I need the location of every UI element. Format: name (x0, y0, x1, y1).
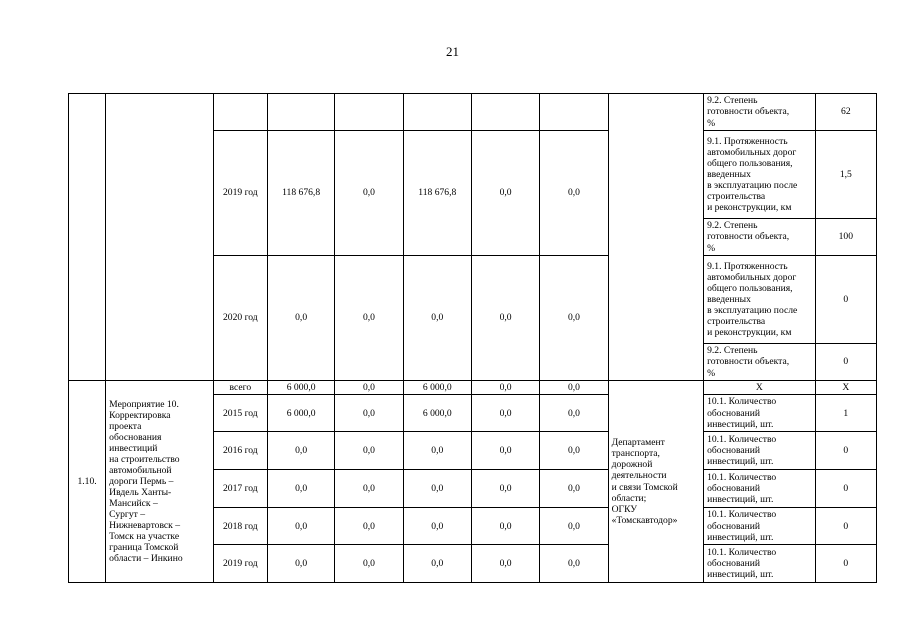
table-row (69, 94, 877, 131)
amount-cell: 118 676,8 (267, 131, 334, 256)
executor-cell (608, 94, 703, 381)
year-cell: всего (213, 381, 267, 395)
program-table (68, 93, 877, 583)
executor-cell: Департамент транспорта, дорожной деятельности и связи Томской области; ОГКУ «Томскавтодор» (608, 381, 703, 583)
amount-cell: 0,0 (540, 508, 608, 545)
amount-cell: 0,0 (471, 545, 539, 583)
amount-cell (403, 94, 471, 131)
amount-cell: 0,0 (267, 256, 334, 381)
amount-cell: 0,0 (267, 470, 334, 508)
year-cell: 2019 год (213, 131, 267, 256)
amount-cell: 0,0 (403, 256, 471, 381)
amount-cell: 6 000,0 (403, 395, 471, 432)
amount-cell (540, 94, 608, 131)
measure-name-cell: Мероприятие 10. Корректировка проекта обоснования инвестиций на строительство автомобильной дороги Пермь – Ивдель Ханты- Мансийск – Сургут – Нижневартовск – Томск на участке граница Томской области – Инкино (106, 381, 214, 583)
amount-cell: 0,0 (335, 432, 403, 470)
amount-cell: 0,0 (335, 131, 403, 256)
indicator-cell: 9.2. Степень готовности объекта, % (704, 344, 816, 381)
year-cell: 2017 год (213, 470, 267, 508)
amount-cell: 0,0 (267, 545, 334, 583)
amount-cell: 0,0 (335, 395, 403, 432)
year-cell: 2018 год (213, 508, 267, 545)
amount-cell: 0,0 (471, 256, 539, 381)
table-row (69, 381, 877, 395)
indicator-cell: 9.2. Степень готовности объекта, % (704, 219, 816, 256)
amount-cell: 0,0 (471, 508, 539, 545)
year-cell: 2015 год (213, 395, 267, 432)
indicator-value-cell: 100 (815, 219, 876, 256)
amount-cell: 0,0 (335, 508, 403, 545)
indicator-value-cell: 62 (815, 94, 876, 131)
indicator-cell: 10.1. Количество обоснований инвестиций, шт. (704, 395, 816, 432)
amount-cell (471, 94, 539, 131)
number-cell (69, 94, 106, 381)
measure-name-cell (106, 94, 214, 381)
year-cell: 2016 год (213, 432, 267, 470)
indicator-cell: 10.1. Количество обоснований инвестиций, шт. (704, 432, 816, 470)
amount-cell: 0,0 (335, 470, 403, 508)
amount-cell: 0,0 (471, 432, 539, 470)
indicator-value-cell: Х (815, 381, 876, 395)
amount-cell: 0,0 (540, 256, 608, 381)
indicator-value-cell: 0 (815, 256, 876, 344)
indicator-cell: 9.2. Степень готовности объекта, % (704, 94, 816, 131)
indicator-cell: Х (704, 381, 816, 395)
number-cell: 1.10. (69, 381, 106, 583)
indicator-value-cell: 0 (815, 545, 876, 583)
amount-cell: 0,0 (403, 508, 471, 545)
indicator-cell: 10.1. Количество обоснований инвестиций, шт. (704, 508, 816, 545)
amount-cell: 0,0 (403, 432, 471, 470)
indicator-value-cell: 0 (815, 508, 876, 545)
indicator-value-cell: 0 (815, 344, 876, 381)
amount-cell: 0,0 (267, 432, 334, 470)
amount-cell (267, 94, 334, 131)
amount-cell: 0,0 (540, 381, 608, 395)
amount-cell: 0,0 (335, 381, 403, 395)
indicator-cell: 9.1. Протяженность автомобильных дорог общего пользования, введенных в эксплуатацию после строительства и реконструкции, км (704, 256, 816, 344)
amount-cell: 0,0 (540, 545, 608, 583)
amount-cell: 6 000,0 (267, 381, 334, 395)
amount-cell: 0,0 (403, 470, 471, 508)
indicator-cell: 10.1. Количество обоснований инвестиций, шт. (704, 545, 816, 583)
amount-cell: 0,0 (540, 395, 608, 432)
amount-cell: 0,0 (471, 470, 539, 508)
amount-cell: 0,0 (267, 508, 334, 545)
page-number: 21 (446, 44, 459, 59)
amount-cell: 0,0 (471, 395, 539, 432)
indicator-cell: 10.1. Количество обоснований инвестиций, шт. (704, 470, 816, 508)
indicator-value-cell: 1 (815, 395, 876, 432)
amount-cell: 0,0 (540, 432, 608, 470)
amount-cell (335, 94, 403, 131)
amount-cell: 118 676,8 (403, 131, 471, 256)
amount-cell: 6 000,0 (267, 395, 334, 432)
amount-cell: 0,0 (540, 131, 608, 256)
amount-cell: 6 000,0 (403, 381, 471, 395)
indicator-value-cell: 0 (815, 470, 876, 508)
amount-cell: 0,0 (335, 256, 403, 381)
year-cell (213, 94, 267, 131)
amount-cell: 0,0 (540, 470, 608, 508)
amount-cell: 0,0 (471, 131, 539, 256)
amount-cell: 0,0 (335, 545, 403, 583)
year-cell: 2020 год (213, 256, 267, 381)
year-cell: 2019 год (213, 545, 267, 583)
indicator-value-cell: 0 (815, 432, 876, 470)
amount-cell: 0,0 (471, 381, 539, 395)
amount-cell: 0,0 (403, 545, 471, 583)
indicator-cell: 9.1. Протяженность автомобильных дорог общего пользования, введенных в эксплуатацию после строительства и реконструкции, км (704, 131, 816, 219)
indicator-value-cell: 1,5 (815, 131, 876, 219)
